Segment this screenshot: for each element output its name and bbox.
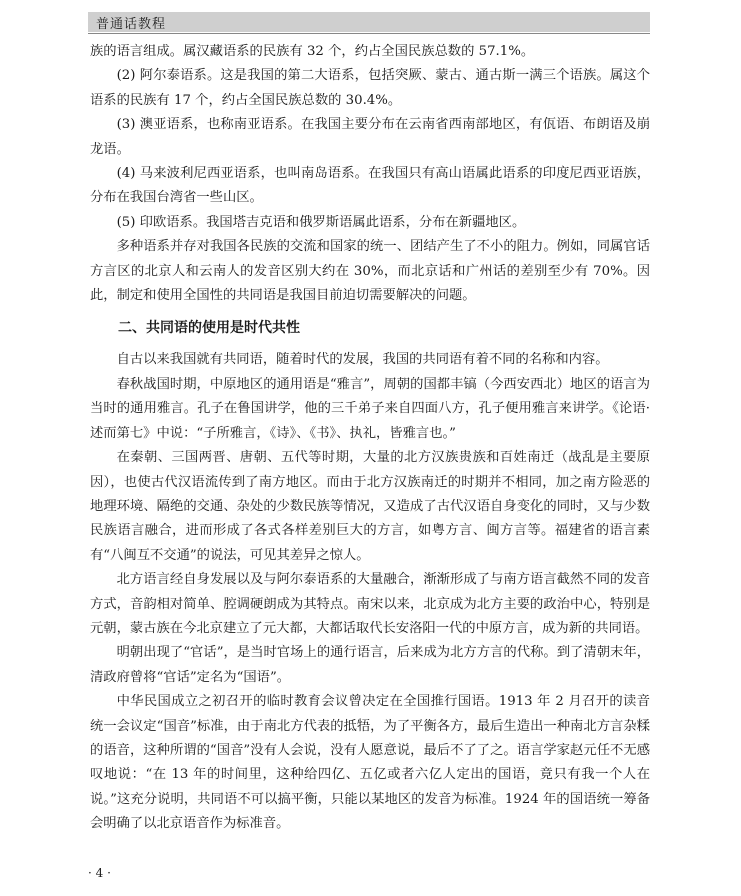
paragraph: 自古以来我国就有共同语，随着时代的发展，我国的共同语有着不同的名称和内容。: [116, 352, 609, 368]
header-band: [88, 12, 650, 32]
section-heading: 二、共同语的使用是时代共性: [118, 320, 300, 337]
paragraph: (2) 阿尔泰语系。这是我国的第二大语系，包括突厥、蒙古、通古斯一满三个语族。属这个语系的民族有 17 个，约占全国民族总数的 30.4%。: [90, 68, 650, 108]
paragraph: 中华民国成立之初召开的临时教育会议曾决定在全国推行国语。1913 年 2 月召开的读音统一会议定“国音”标准，由于南北方代表的抵牾，为了平衡各方，最后生造出一种南北方言杂糅的语音，这种所谓的“国音”没有人会说，没有人愿意说，最后不了了之。语言学家赵元任不无感叹地说：“在 13 年的时间里，这种给四亿、五亿或者六亿人定出的国语，竟只有我一个人在说。”这充分说明，共同语不可以搞平衡，只能以某地区的发音为标准。1924 年的国语统一筹备会明确了以北京语音作为标准音。: [90, 694, 650, 832]
paragraph: 族的语言组成。属汉藏语系的民族有 32 个，约占全国民族总数的 57.1%。: [90, 44, 535, 59]
paragraph: 在秦朝、三国两晋、唐朝、五代等时期，大量的北方汉族贵族和百姓南迁（战乱是主要原因），也使古代汉语流传到了南方地区。而由于北方汉族南迁的时期并不相同，加之南方险恶的地理环境、隔绝的交通、杂处的少数民族等情况，又造成了古代汉语自身变化的同时，又与少数民族语言融合，进而形成了各式各样差别巨大的方言，如粤方言、闽方言等。福建省的语言素有“八闽互不交通”的说法，可见其差异之惊人。: [90, 450, 650, 563]
running-header-title: 普通话教程: [96, 17, 167, 32]
page-number: · 4 ·: [88, 866, 111, 880]
paragraph: 春秋战国时期，中原地区的通用语是“雅言”，周朝的国都丰镐（今西安西北）地区的语言为当时的通用雅言。孔子在鲁国讲学，他的三千弟子来自四面八方，孔子便用雅言来讲学。《论语·述而第七》中说：“子所雅言，《诗》、《书》、执礼，皆雅言也。”: [90, 376, 650, 441]
paragraph: (3) 澳亚语系，也称南亚语系。在我国主要分布在云南省西南部地区，有佤语、布朗语及崩龙语。: [90, 117, 650, 157]
page-content: [90, 40, 650, 837]
paragraph: 明朝出现了“官话”，是当时官场上的通行语言，后来成为北方方言的代称。到了清朝末年，清政府曾将“官话”定名为“国语”。: [90, 645, 650, 685]
header-rule: [88, 33, 650, 34]
paragraph: (4) 马来波利尼西亚语系，也叫南岛语系。在我国只有高山语属此语系的印度尼西亚语族，分布在我国台湾省一些山区。: [90, 166, 650, 206]
paragraph: 北方语言经自身发展以及与阿尔泰语系的大量融合，渐渐形成了与南方语言截然不同的发音方式，音韵相对简单、腔调硬朗成为其特点。南宋以来，北京成为北方主要的政治中心，特别是元朝，蒙古族在今北京建立了元大都，大都话取代长安洛阳一代的中原方言，成为新的共同语。: [90, 572, 650, 636]
paragraph: (5) 印欧语系。我国塔吉克语和俄罗斯语属此语系，分布在新疆地区。: [116, 214, 526, 230]
paragraph: 多种语系并存对我国各民族的交流和国家的统一、团结产生了不小的阻力。例如，同属官话方言区的北京人和云南人的发音区别大约在 30%，而北京话和广州话的差别至少有 70%。因此，制定和使用全国性的共同语是我国目前迫切需要解决的问题。: [90, 239, 650, 304]
